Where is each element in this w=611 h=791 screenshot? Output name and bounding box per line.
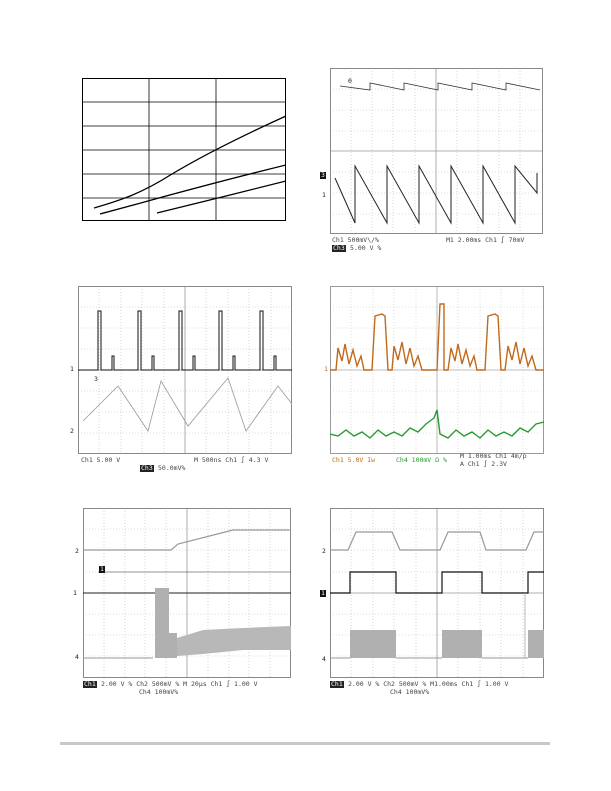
- scope1-caption-ch3-tag: Ch3: [333, 244, 345, 252]
- scope5-caption-tag: Ch1: [331, 680, 343, 688]
- scope2-marker-ch1: 1: [70, 365, 74, 373]
- scope2-caption-ch3: 50.0mV%: [158, 464, 186, 472]
- scope3-caption-trigger: A Ch1 ∫ 2.3V: [460, 460, 507, 468]
- scope2-caption-timebase: M 500ns Ch1 ∫ 4.3 V: [194, 456, 269, 464]
- scope5-marker-ch1: 1: [321, 589, 325, 597]
- scope4-caption-tag: Ch1: [84, 680, 96, 688]
- scope-switching: [321, 508, 544, 696]
- scope3-caption-timebase: M 1.00ms Ch1 4m/p: [460, 452, 527, 460]
- scope2-marker-ch3: 3: [94, 375, 98, 383]
- scope5-caption-line1: 2.00 V % Ch2 500mV % M1.00ms Ch1 ∫ 1.00 V: [348, 680, 509, 688]
- scope-pulses-triangle: [70, 286, 292, 472]
- scope1-center-axes: [330, 68, 543, 234]
- scope4-marker-ch1-level: 1: [73, 589, 77, 597]
- efficiency-graph: [82, 78, 286, 226]
- scope4-marker-ch2: 2: [75, 547, 79, 555]
- scope4-marker-ch1: 1: [100, 565, 104, 573]
- scope-switching-svg: [330, 508, 544, 678]
- footer-divider: [60, 742, 550, 745]
- scope2-caption-ch1: Ch1 5.00 V: [81, 456, 121, 464]
- scope5-marker-ch2: 2: [322, 547, 326, 555]
- scope-sawtooth: [321, 68, 543, 252]
- scope1-caption-timebase: M1 2.00ms Ch1 ∫ 70mV: [446, 236, 525, 244]
- scope-transient: [73, 508, 291, 696]
- graph-svg: [82, 78, 286, 226]
- scope-color-traces: [324, 286, 544, 468]
- graph-frame: [83, 79, 286, 221]
- scope2-caption-ch3-tag: Ch3: [141, 464, 153, 472]
- scope3-caption-ch4: Ch4 100mV Ω %: [396, 456, 447, 464]
- scope-sawtooth-svg: [330, 68, 543, 234]
- scope-transient-svg: [83, 508, 291, 678]
- scope-pulses-svg: [78, 286, 292, 454]
- scope1-caption-ch3: 5.00 V %: [350, 244, 382, 252]
- scope2-triangle-trace: [83, 375, 292, 431]
- scope4-caption-line1: 2.00 V % Ch2 500mV % M 20μs Ch1 ∫ 1.00 V: [101, 680, 258, 688]
- scope4-caption-line2: Ch4 100mV%: [139, 688, 179, 696]
- scope1-marker-top: 0: [348, 77, 352, 85]
- scope-color-svg: [330, 286, 544, 454]
- scope5-caption-line2: Ch4 100mV%: [390, 688, 430, 696]
- scope1-marker-ch3: 3: [321, 171, 325, 179]
- scope5-marker-ch4: 4: [322, 655, 326, 663]
- scope1-marker-ch1: 1: [322, 191, 326, 199]
- scope3-caption-ch1: Ch1 5.0V Iw: [332, 456, 376, 464]
- scope1-caption-ch1: Ch1 500mV\/%: [332, 236, 379, 244]
- scope3-marker-ch1: 1: [324, 365, 328, 373]
- scope2-marker-ch2: 2: [70, 427, 74, 435]
- scope4-marker-ch4: 4: [75, 653, 79, 661]
